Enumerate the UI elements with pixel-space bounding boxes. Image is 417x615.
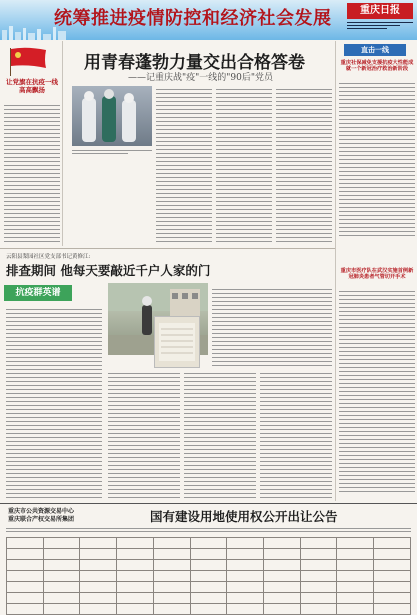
right-column-body-1 (339, 80, 415, 240)
right-column-headline-2: 重庆市医疗队在武汉实施首例新冠肺炎患者气管切开手术 (340, 268, 414, 281)
banner-title: 统筹推进疫情防控和经济社会发展 (54, 8, 332, 29)
notice-divider (0, 503, 417, 504)
notice-intro-text (6, 526, 411, 536)
table-row (7, 582, 411, 593)
main-photo-caption (72, 148, 152, 158)
masthead-logo: 重庆日报 (347, 3, 413, 19)
header-banner (0, 0, 417, 40)
table-row (7, 538, 411, 549)
second-story-photo-2 (154, 316, 200, 368)
main-subheadline: ——记重庆战"疫"一线的"90后"党员 (128, 73, 274, 83)
section-divider (0, 248, 335, 249)
party-flag-icon (6, 46, 50, 76)
notice-table (6, 537, 411, 615)
table-row (7, 604, 411, 615)
notice-publisher-line-2: 重庆联合产权交易所集团 (8, 516, 75, 523)
second-story-kicker: 云阳县梨园社区党支部书记黄修江: (6, 254, 91, 260)
main-story-body (156, 86, 332, 246)
table-row (7, 560, 411, 571)
left-column-headline: 让党旗在抗疫一线高高飘扬 (6, 78, 58, 94)
table-row (7, 571, 411, 582)
second-story-body-2 (108, 370, 332, 500)
main-photo (72, 86, 152, 146)
second-story-headline: 排查期间 他每天要敲近千户人家的门 (6, 263, 211, 278)
right-column-body-2 (339, 288, 415, 498)
main-headline: 用青春蓬勃力量交出合格答卷 (84, 53, 305, 73)
second-story-right-text (212, 286, 332, 366)
notice-publisher (8, 508, 74, 524)
section-badge: 抗疫群英谱 (4, 285, 72, 301)
table-row (7, 549, 411, 560)
second-story-body (6, 306, 102, 502)
left-column-body-text (4, 102, 60, 242)
notice-publisher-line-1: 重庆市公共资源交易中心 (8, 508, 75, 515)
right-column-headline-1: 重庆社保减免支援抗疫大性能成就一个新冠治疗救治新阶段 (340, 60, 414, 73)
masthead-meta (347, 21, 413, 31)
table-row (7, 593, 411, 604)
right-column-badge: 直击一线 (344, 44, 406, 56)
notice-title: 国有建设用地使用权公开出让公告 (150, 509, 338, 524)
